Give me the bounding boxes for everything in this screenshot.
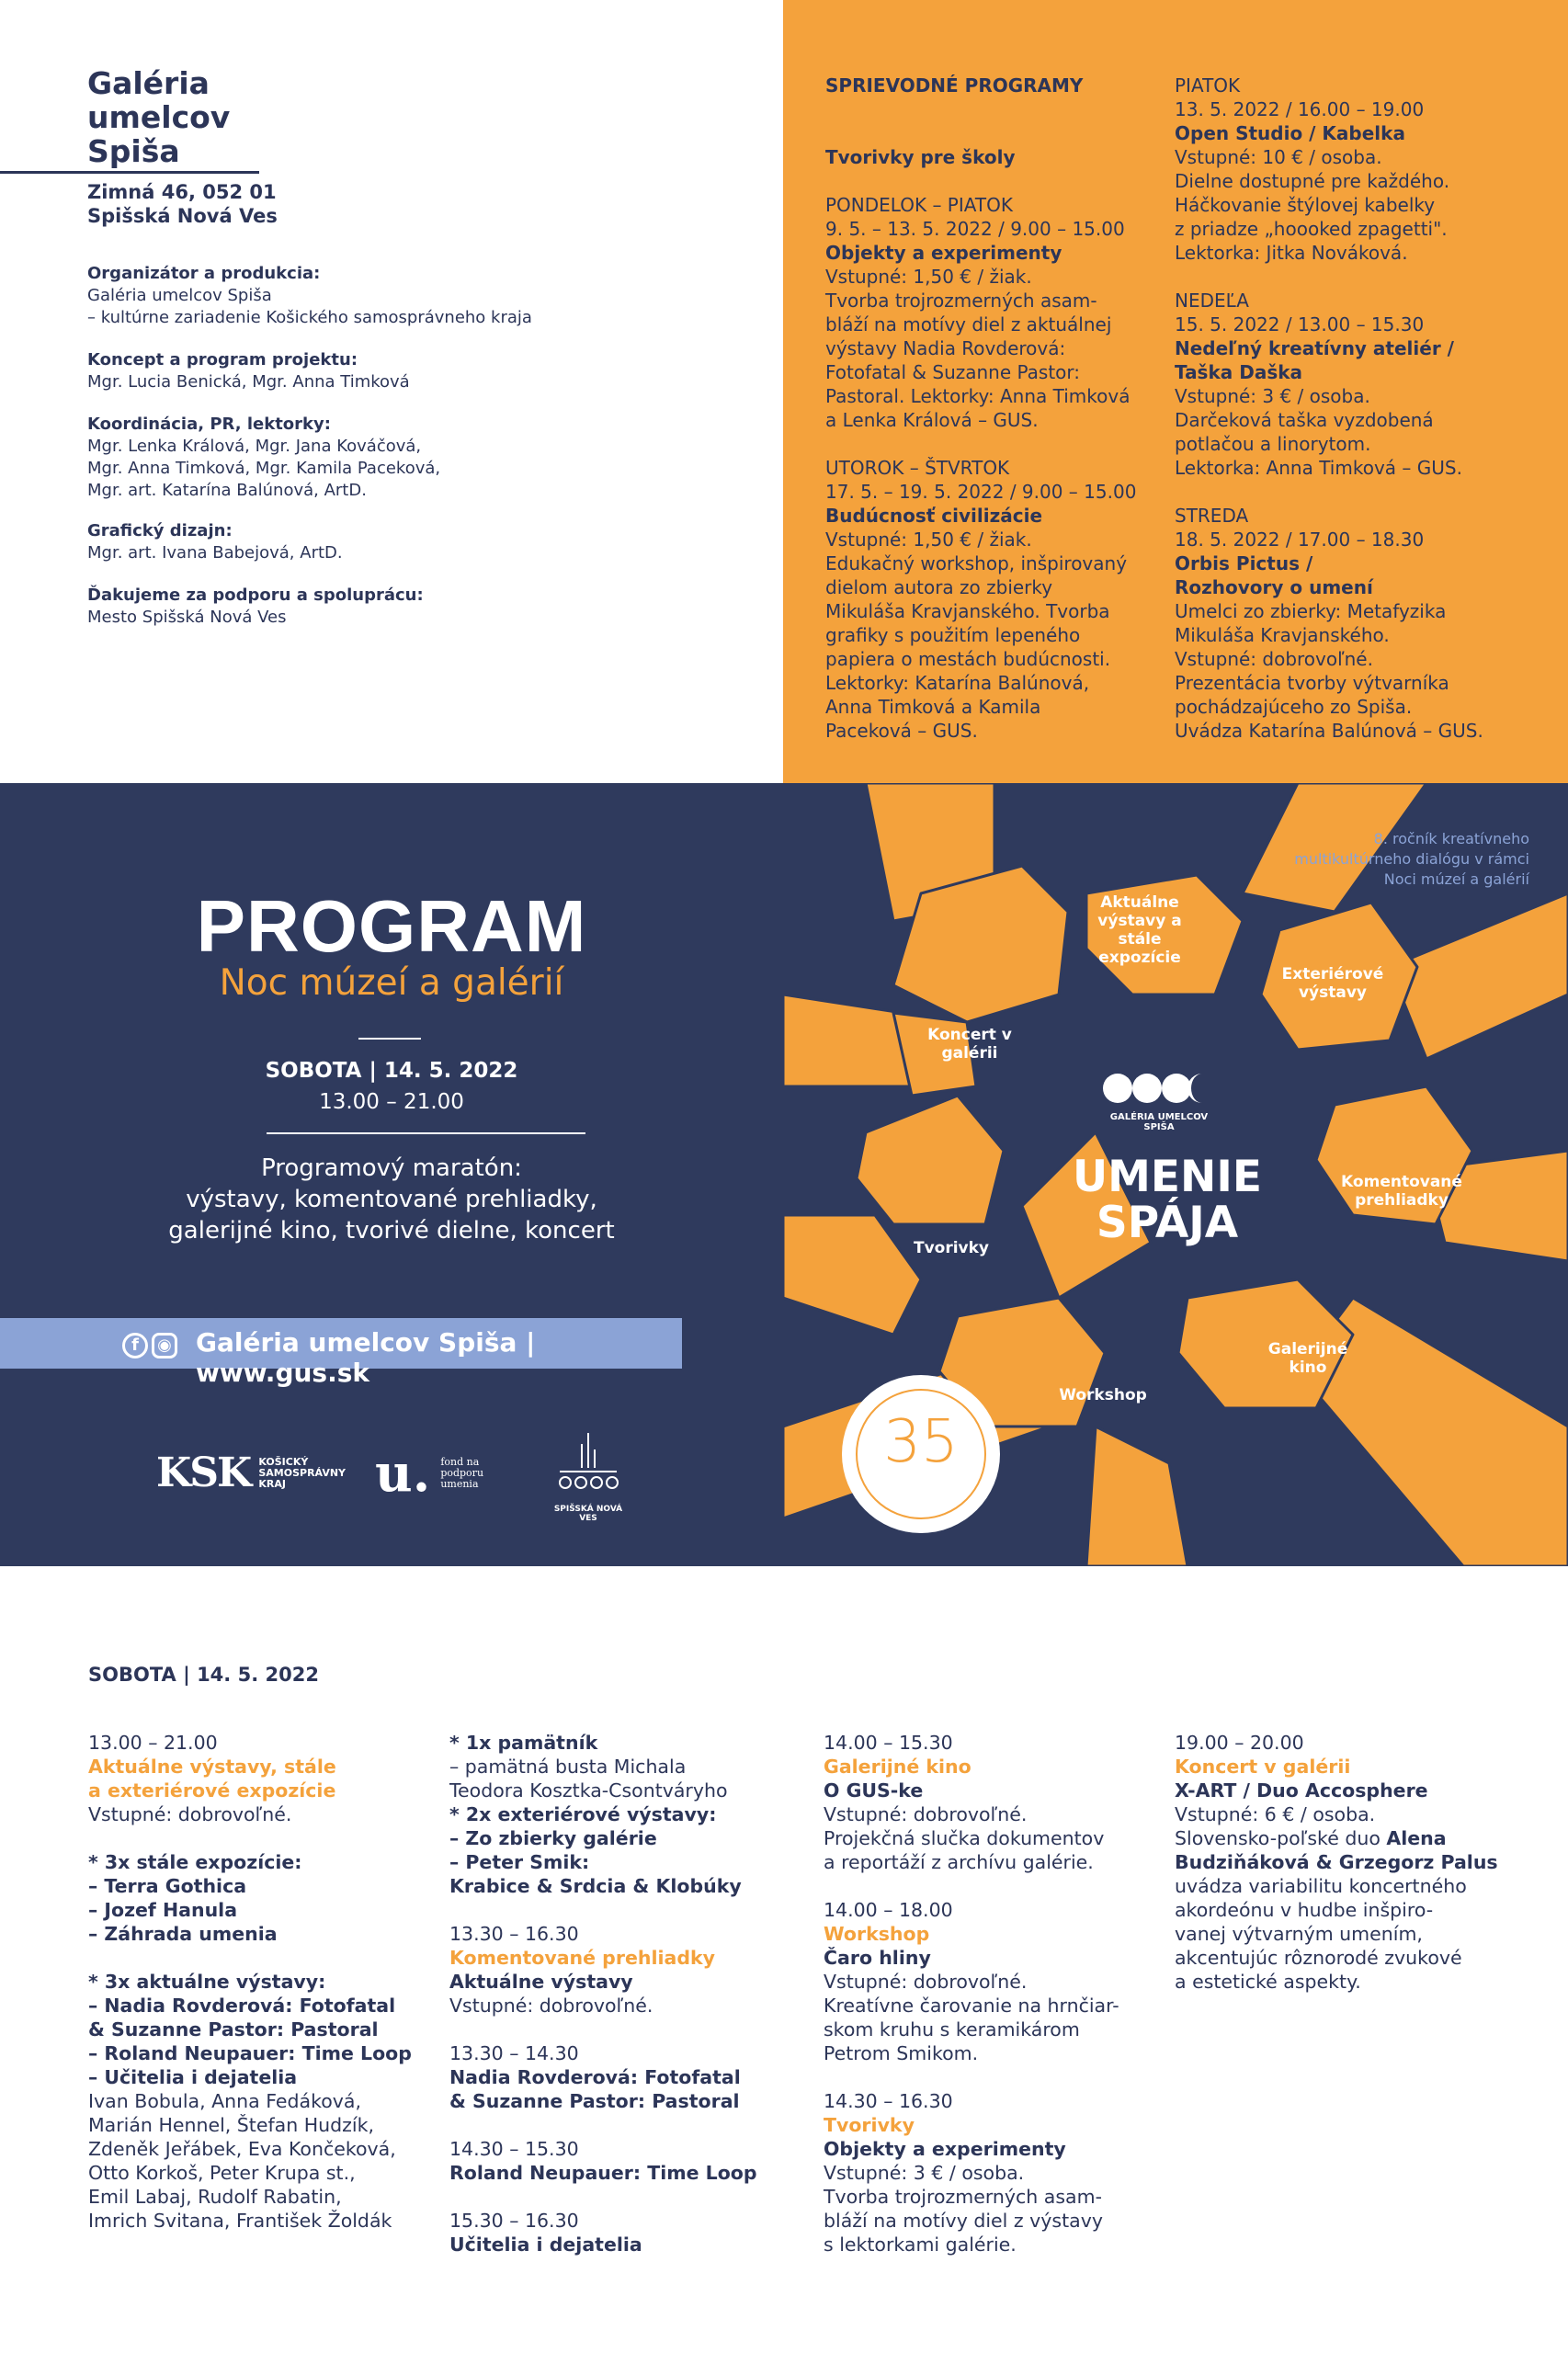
list-item: – Terra Gothica [88,1875,247,1897]
program-title: Open Studio / Kabelka [1175,122,1405,144]
program-text: Vstupné: 3 € / osoba. [1175,385,1370,407]
marathon-line: výstavy, komentované prehliadky, [186,1186,597,1213]
list-item: – pamätná busta Michala [449,1756,687,1778]
hand-shape [857,1096,1004,1224]
gallery-name-line: umelcov [87,99,231,135]
arm-shape [783,1215,921,1335]
gus-logo-mark-icon [1099,1070,1219,1107]
list-heading: * 2x exteriérové výstavy: [449,1803,717,1825]
program-text: papiera o mestách budúcnosti. [825,648,1111,670]
event-subtitle: Aktuálne výstavy [449,1971,633,1993]
event-title: Tvorivky [824,2114,915,2136]
program-days: PONDELOK – PIATOK [825,194,1013,216]
fond-logo-text: fond na podporu umenia [440,1456,484,1490]
credit-line: Mgr. Lucia Benická, Mgr. Anna Timková [87,372,410,392]
program-days: STREDA [1175,505,1249,527]
slogan [1052,1154,1282,1246]
marathon-description [0,1153,783,1246]
program-text: z priadze „hoooked zpagetti". [1175,218,1448,240]
event-text: a reportáží z archívu galérie. [824,1851,1094,1873]
program-title: Objekty a experimenty [825,242,1062,264]
gus-logo-text: GALÉRIA UMELCOV SPIŠA [1109,1112,1209,1132]
artists-line: Imrich Svitana, František Žoldák [88,2210,392,2232]
event-time: 13.30 – 14.30 [449,2042,579,2064]
program-text: Lektorka: Anna Timková – GUS. [1175,457,1462,479]
event-subtitle: O GUS-ke [824,1779,924,1802]
ksk-logo [156,1449,346,1496]
performer-name: Alena [1386,1827,1447,1849]
program-text: Anna Timková a Kamila [825,696,1041,718]
hand-label: Tvorivky [913,1239,990,1257]
saturday-date: SOBOTA | 14. 5. 2022 [88,1664,319,1686]
program-text: Umelci zo zbierky: Metafyzika [1175,600,1447,622]
program-text: grafiky s použitím lepeného [825,624,1081,646]
arm-shape [1086,1427,1187,1566]
program-title: Rozhovory o umení [1175,576,1373,598]
program-when: 13. 5. 2022 / 16.00 – 19.00 [1175,98,1425,120]
program-text: Lektorka: Jitka Nováková. [1175,242,1408,264]
fond-logo [375,1443,505,1504]
artists-line: Emil Labaj, Rudolf Rabatin, [88,2186,342,2208]
event-subtitle: & Suzanne Pastor: Pastoral [449,2090,740,2112]
event-date: SOBOTA | 14. 5. 2022 [265,1059,518,1083]
credit-line: Mgr. Anna Timková, Mgr. Kamila Paceková, [87,459,441,478]
credits-design [87,520,584,564]
event-text: Projekčná slučka dokumentov [824,1827,1105,1849]
event-entry: Vstupné: dobrovoľné. [449,1995,653,2017]
event-text: Tvorba trojrozmerných asam- [824,2186,1102,2208]
artists-line: Otto Korkoš, Peter Krupa st., [88,2162,356,2184]
program-text: Mikuláša Kravjanského. Tvorba [825,600,1110,622]
list-item: – Nadia Rovderová: Fotofatal [88,1995,396,2017]
program-title: Budúcnosť civilizácie [825,505,1043,527]
event-text [1175,1826,1542,1850]
event-time: 19.00 – 20.00 [1175,1732,1304,1754]
program-text: Fotofatal & Suzanne Pastor: [825,361,1081,383]
credits-coordination [87,414,584,502]
credit-heading: Grafický dizajn: [87,521,233,540]
program-text: Lektorky: Katarína Balúnová, [825,672,1090,694]
event-text: akcentujúc rôznorodé zvukové [1175,1947,1462,1969]
program-col-2 [449,1731,799,2256]
event-text: bláží na motívy diel z výstavy [824,2210,1103,2232]
hand-label: Komentované prehliadky [1341,1173,1462,1210]
event-subtitle: Nadia Rovderová: Fotofatal [449,2066,741,2088]
credits-organizer [87,263,584,329]
credit-line: Mgr. art. Katarína Balúnová, ArtD. [87,481,367,500]
program-text: Vstupné: dobrovoľné. [1175,648,1373,670]
program-col-3 [824,1731,1173,2256]
event-text: s lektorkami galérie. [824,2234,1017,2256]
event-entry: Vstupné: 6 € / osoba. [1175,1803,1376,1825]
event-subtitle: Čaro hliny [824,1947,931,1969]
ksk-logo-text: KOŠICKÝ SAMOSPRÁVNY KRAJ [258,1455,346,1490]
social-bar [0,1318,682,1388]
event-entry: Vstupné: dobrovoľné. [88,1803,292,1825]
section-heading: SPRIEVODNÉ PROGRAMY [825,74,1084,97]
gallery-name [87,66,230,168]
program-title: Orbis Pictus / [1175,552,1313,574]
section-subheading: Tvorivky pre školy [825,146,1016,168]
program-text: Vstupné: 1,50 € / žiak. [825,266,1032,288]
program-text: Prezentácia tvorby výtvarníka [1175,672,1449,694]
program-days: NEDEĽA [1175,290,1249,312]
credit-line: Mesto Spišská Nová Ves [87,608,287,627]
marathon-line: galerijné kino, tvorivé dielne, koncert [168,1217,615,1245]
program-text: potlačou a linorytom. [1175,433,1371,455]
credit-line: Galéria umelcov Spiša [87,286,272,305]
event-subtitle: Učitelia i dejatelia [449,2234,642,2256]
credit-heading: Organizátor a produkcia: [87,264,321,283]
event-text: skom kruhu s keramikárom [824,2018,1080,2040]
event-text: Kreatívne čarovanie na hrnčiar- [824,1995,1119,2017]
marathon-line: Programový maratón: [261,1154,522,1182]
anniversary-number: 35 [883,1408,959,1476]
program-col-4 [1175,1731,1542,1994]
event-text: Vstupné: 3 € / osoba. [824,2162,1025,2184]
event-title: Koncert v galérii [1175,1756,1351,1778]
list-item: – Zo zbierky galérie [449,1827,657,1849]
credit-heading: Koordinácia, PR, lektorky: [87,415,331,434]
ksk-logo-mark: KSK [156,1449,251,1496]
program-text: bláží na motívy diel z aktuálnej [825,313,1112,335]
list-item: Krabice & Srdcia & Klobúky [449,1875,742,1897]
event-subtitle: Objekty a experimenty [824,2138,1066,2160]
program-when: 18. 5. 2022 / 17.00 – 18.30 [1175,529,1425,551]
program-text: Darčeková taška vyzdobená [1175,409,1434,431]
event-text: akordeónu v hudbe inšpiro- [1175,1899,1434,1921]
credit-line: Mgr. Lenka Králová, Mgr. Jana Kováčová, [87,437,422,456]
poster-subtitle: Noc múzeí a galérií [219,962,564,1004]
gus-logo [1099,1070,1219,1132]
event-subtitle: X-ART / Duo Accosphere [1175,1779,1428,1802]
event-time: 13.30 – 16.30 [449,1923,579,1945]
program-when: 15. 5. 2022 / 13.00 – 15.30 [1175,313,1425,335]
program-col-1 [88,1731,437,2233]
hand-label: Exteriérové výstavy [1281,965,1384,1002]
instagram-icon[interactable]: ◉ [152,1333,177,1358]
program-text: Paceková – GUS. [825,720,978,742]
address-line: Zimná 46, 052 01 [87,181,277,203]
program-text: Vstupné: 1,50 € / žiak. [825,529,1032,551]
list-heading: * 1x pamätník [449,1732,598,1754]
event-text: Petrom Smikom. [824,2042,979,2064]
program-title: Taška Daška [1175,361,1303,383]
slogan-line: SPÁJA [1096,1198,1239,1248]
program-days: UTOROK – ŠTVRTOK [825,457,1010,479]
credit-line: – kultúrne zariadenie Košického samosprávneho kraja [87,308,532,327]
event-title: Komentované prehliadky [449,1947,716,1969]
program-text: Mikuláša Kravjanského. [1175,624,1390,646]
list-heading: * 3x stále expozície: [88,1851,302,1873]
event-time: 14.00 – 18.00 [824,1899,953,1921]
social-link[interactable]: Galéria umelcov Spiša | www.gus.sk [196,1327,536,1388]
program-text: Dielne dostupné pre každého. [1175,170,1450,192]
divider [267,1132,585,1134]
gallery-name-line: Spiša [87,133,180,169]
program-when: 9. 5. – 13. 5. 2022 / 9.00 – 15.00 [825,218,1125,240]
event-time: 13.00 – 21.00 [88,1732,218,1754]
arm-shape [783,995,912,1086]
gallery-address [87,180,278,228]
program-text: Uvádza Katarína Balúnová – GUS. [1175,720,1483,742]
program-days: PIATOK [1175,74,1241,97]
program-text: Háčkovanie štýlovej kabelky [1175,194,1436,216]
arm-shape [1390,893,1568,1059]
artists-line: Zdeněk Jeřábek, Eva Končeková, [88,2138,396,2160]
event-text: uvádza variabilitu koncertného [1175,1875,1467,1897]
event-text: vanej výtvarným umením, [1175,1923,1423,1945]
event-text: Vstupné: dobrovoľné. [824,1803,1028,1825]
event-title: Aktuálne výstavy, stále [88,1756,336,1778]
event-time: 14.30 – 15.30 [449,2138,579,2160]
snv-logo [547,1431,630,1523]
event-time: 13.00 – 21.00 [319,1090,464,1114]
divider [358,1038,421,1040]
credit-heading: Ďakujeme za podporu a spoluprácu: [87,585,424,605]
artists-line: Marián Hennel, Štefan Hudzík, [88,2114,375,2136]
address-line: Spišská Nová Ves [87,205,278,227]
event-title: Galerijné kino [824,1756,971,1778]
performer-name: Budziňáková & Grzegorz Palus [1175,1851,1498,1873]
accompanying-col-2 [1175,74,1542,743]
program-text: Vstupné: 10 € / osoba. [1175,146,1382,168]
artists-line: Ivan Bobula, Anna Fedáková, [88,2090,361,2112]
event-time: 15.30 – 16.30 [449,2210,579,2232]
list-heading: * 3x aktuálne výstavy: [88,1971,326,1993]
program-when: 17. 5. – 19. 5. 2022 / 9.00 – 15.00 [825,481,1137,503]
accompanying-col-1 [825,74,1175,743]
hand-label: Koncert v galérii [927,1026,1012,1063]
event-time: 14.30 – 16.30 [824,2090,953,2112]
hand-label: Galerijné kino [1267,1340,1348,1377]
hand-label: Aktuálne výstavy a stále expozície [1097,893,1182,967]
dialog-note: 8. ročník kreatívneho multikultúrneho dialógu v rámci Noci múzeí a galérií [1294,830,1529,888]
list-item: & Suzanne Pastor: Pastoral [88,2018,379,2040]
program-text: dielom autora zo zbierky [825,576,1053,598]
facebook-icon[interactable]: f [122,1333,148,1358]
credit-heading: Koncept a program projektu: [87,350,358,369]
poster-title: PROGRAM [196,885,587,967]
program-text: výstavy Nadia Rovderová: [825,337,1066,359]
program-text: pochádzajúceho zo Spiša. [1175,696,1413,718]
list-item: – Roland Neupauer: Time Loop [88,2042,412,2064]
credit-line: Mgr. art. Ivana Babejová, ArtD. [87,543,343,563]
hand-label: Workshop [1059,1386,1147,1404]
snv-logo-text: SPIŠSKÁ NOVÁ VES [553,1505,623,1523]
list-item: – Učitelia i dejatelia [88,2066,298,2088]
list-item: – Záhrada umenia [88,1923,278,1945]
slogan-line: UMENIE [1073,1152,1262,1202]
poster-panel [0,783,1568,1566]
list-item: – Peter Smik: [449,1851,590,1873]
program-text: a Lenka Králová – GUS. [825,409,1039,431]
snv-emblem-icon [556,1431,620,1497]
social-icons [122,1329,181,1359]
divider [0,171,259,174]
list-item: – Jozef Hanula [88,1899,238,1921]
list-item: Teodora Kosztka-Csontváryho [449,1779,728,1802]
fond-logo-mark: u. [375,1443,431,1504]
event-time: 14.00 – 15.30 [824,1732,953,1754]
event-text: Vstupné: dobrovoľné. [824,1971,1028,1993]
event-subtitle: Roland Neupauer: Time Loop [449,2162,757,2184]
event-title: Workshop [824,1923,930,1945]
event-title: a exteriérové expozície [88,1779,336,1802]
event-text-part: Slovensko-poľské duo [1175,1827,1387,1849]
event-text: a estetické aspekty. [1175,1971,1361,1993]
gallery-name-line: Galéria [87,65,210,101]
credits-concept [87,349,584,393]
program-text: Pastoral. Lektorky: Anna Timková [825,385,1131,407]
credits-thanks [87,585,584,629]
program-text: Edukačný workshop, inšpirovaný [825,552,1128,574]
program-text: Tvorba trojrozmerných asam- [825,290,1097,312]
program-title: Nedeľný kreatívny ateliér / [1175,337,1454,359]
